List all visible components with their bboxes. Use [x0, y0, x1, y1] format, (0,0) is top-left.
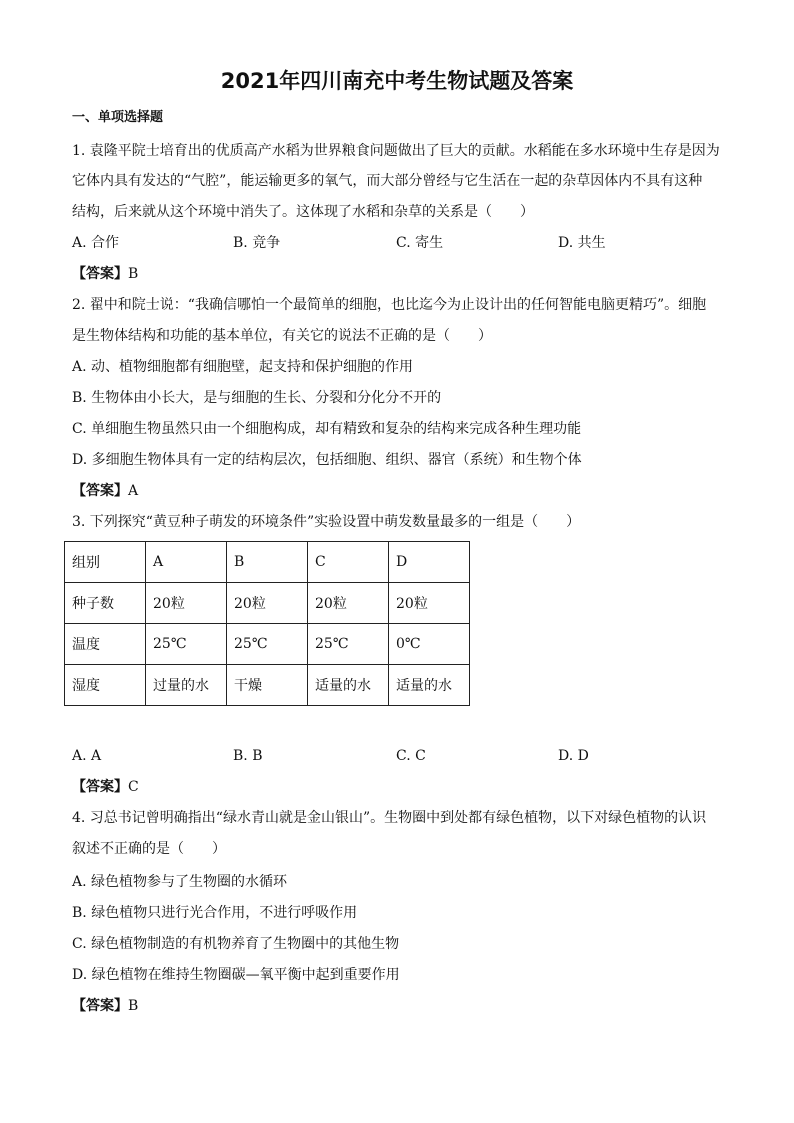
section-heading: 一、单项选择题 [72, 110, 164, 125]
q3-option-c: C. C [396, 748, 426, 764]
q2-option-b: B. 生物体由小长大，是与细胞的生长、分裂和分化分不开的 [72, 390, 442, 406]
q1-option-a: A. 合作 [72, 235, 120, 251]
table-cell: 0℃ [389, 624, 470, 665]
answer-label: 【答案】 [72, 266, 128, 282]
table-cell: 适量的水 [308, 665, 389, 706]
q3-text-line: 3. 下列探究“黄豆种子萌发的环境条件”实验设置中萌发数量最多的一组是（ ） [72, 514, 581, 530]
q1-text-line: 结构，后来就从这个环境中消失了。这体现了水稻和杂草的关系是（ ） [72, 204, 534, 220]
table-cell: A [146, 542, 227, 583]
q2-option-a: A. 动、植物细胞都有细胞壁，起支持和保护细胞的作用 [72, 359, 414, 375]
q1-answer [72, 263, 138, 285]
table-cell: 种子数 [65, 583, 146, 624]
table-cell: 干燥 [227, 665, 308, 706]
q2-answer [72, 480, 138, 502]
table-cell: 20粒 [389, 583, 470, 624]
table-cell: 20粒 [227, 583, 308, 624]
answer-label: 【答案】 [72, 779, 128, 795]
table-cell: 湿度 [65, 665, 146, 706]
table-row [65, 624, 470, 665]
q4-option-b: B. 绿色植物只进行光合作用，不进行呼吸作用 [72, 905, 358, 921]
table-row [65, 665, 470, 706]
q2-option-c: C. 单细胞生物虽然只由一个细胞构成，却有精致和复杂的结构来完成各种生理功能 [72, 421, 582, 437]
answer-label: 【答案】 [72, 483, 128, 499]
q3-option-d: D. D [558, 748, 589, 764]
table-cell: 适量的水 [389, 665, 470, 706]
q1-text-line: 它体内具有发达的“气腔”，能运输更多的氧气，而大部分曾经与它生活在一起的杂草因体内不具有这种 [72, 173, 703, 189]
answer-label: 【答案】 [72, 998, 128, 1014]
table-cell: 20粒 [146, 583, 227, 624]
table-cell: 组别 [65, 542, 146, 583]
q3-option-b: B. B [233, 748, 263, 764]
q4-option-a: A. 绿色植物参与了生物圈的水循环 [72, 874, 288, 890]
q1-text-line: 1. 袁隆平院士培育出的优质高产水稻为世界粮食问题做出了巨大的贡献。水稻能在多水环境中生存是因为 [72, 143, 720, 159]
table-row [65, 542, 470, 583]
experiment-table [64, 541, 470, 706]
page-title: 2021年四川南充中考生物试题及答案 [220, 69, 574, 93]
answer-value: B [128, 998, 139, 1014]
q1-option-b: B. 竞争 [233, 235, 281, 251]
q2-text-line: 是生物体结构和功能的基本单位，有关它的说法不正确的是（ ） [72, 328, 492, 344]
q4-answer [72, 995, 138, 1017]
q3-answer [72, 776, 139, 798]
table-cell: C [308, 542, 389, 583]
answer-value: C [128, 779, 139, 795]
table-row [65, 583, 470, 624]
q1-option-c: C. 寄生 [396, 235, 444, 251]
q3-option-a: A. A [72, 748, 102, 764]
q1-option-d: D. 共生 [558, 235, 606, 251]
answer-value: B [128, 266, 139, 282]
table-cell: 25℃ [308, 624, 389, 665]
q4-text-line: 4. 习总书记曾明确指出“绿水青山就是金山银山”。生物圈中到处都有绿色植物，以下对绿色植物的认识 [72, 810, 707, 826]
table-cell: 温度 [65, 624, 146, 665]
table-cell: 25℃ [227, 624, 308, 665]
q4-option-d: D. 绿色植物在维持生物圈碳—氧平衡中起到重要作用 [72, 967, 400, 983]
table-cell: 25℃ [146, 624, 227, 665]
q2-option-d: D. 多细胞生物体具有一定的结构层次，包括细胞、组织、器官（系统）和生物个体 [72, 452, 582, 468]
q4-text-line: 叙述不正确的是（ ） [72, 841, 226, 857]
q4-option-c: C. 绿色植物制造的有机物养育了生物圈中的其他生物 [72, 936, 400, 952]
q2-text-line: 2. 翟中和院士说：“我确信哪怕一个最简单的细胞，也比迄今为止设计出的任何智能电脑更精巧”。细胞 [72, 297, 707, 313]
table-cell: B [227, 542, 308, 583]
table-cell: D [389, 542, 470, 583]
table-cell: 20粒 [308, 583, 389, 624]
table-cell: 过量的水 [146, 665, 227, 706]
answer-value: A [128, 483, 139, 499]
